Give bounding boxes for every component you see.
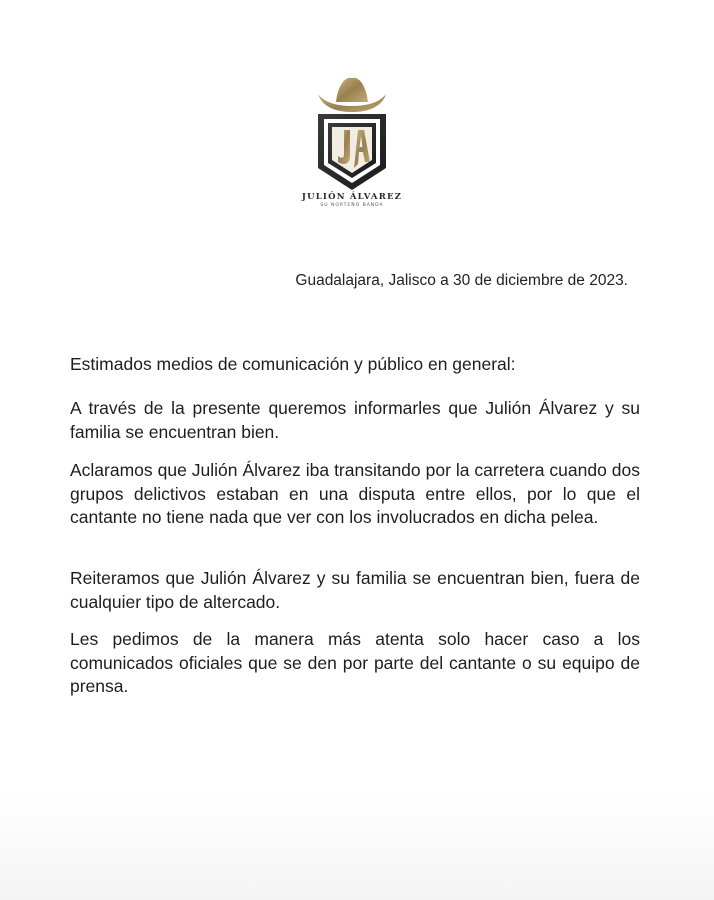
date-line: Guadalajara, Jalisco a 30 de diciembre de 2023. <box>295 272 628 289</box>
brand-subtitle: SU NORTEÑO BANDA <box>320 203 384 208</box>
paragraph-4: Les pedimos de la manera más atenta solo hacer caso a los comunicados oficiales que se den por parte del cantante o su equipo de prensa. <box>70 629 640 696</box>
paragraph-1: A través de la presente queremos informarles que Julión Álvarez y su familia se encuentran bien. <box>70 398 640 442</box>
salutation: Estimados medios de comunicación y público en general: <box>70 354 516 374</box>
paragraph-2: Aclaramos que Julión Álvarez iba transitando por la carretera cuando dos grupos delictivos estaban en una disputa entre ellos, por lo que el cantante no tiene nada que ver con los involucrados en dicha pelea. <box>70 460 640 527</box>
brand-logo-icon <box>300 72 404 212</box>
paragraph-3: Reiteramos que Julión Álvarez y su familia se encuentran bien, fuera de cualquier tipo de altercado. <box>70 568 640 612</box>
brand-name: JULIÓN ÁLVAREZ <box>301 192 403 202</box>
